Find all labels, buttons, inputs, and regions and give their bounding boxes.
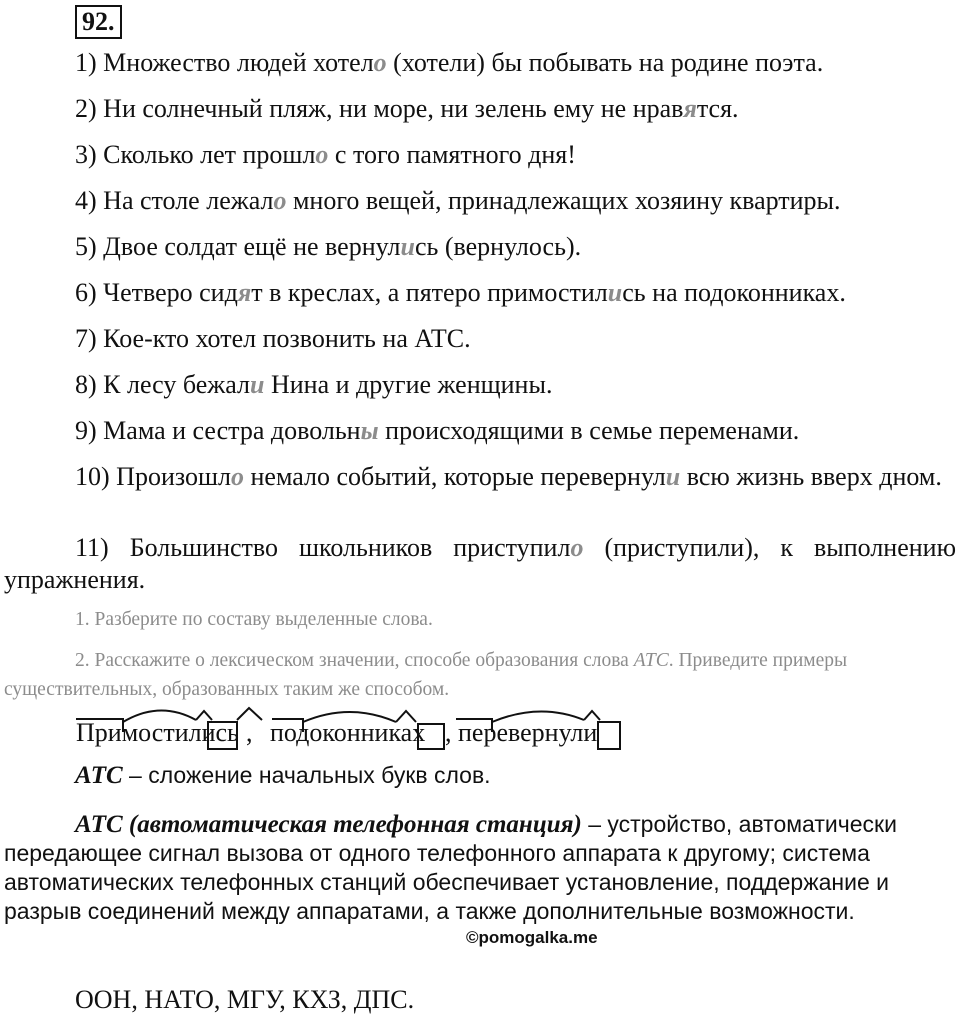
sentence-number: 6)	[75, 278, 97, 307]
highlighted-letter: о	[570, 533, 584, 562]
sentence-text: Произошл	[116, 462, 231, 491]
highlighted-letter: о	[373, 48, 387, 77]
task-2-text-a: 2. Расскажите о лексическом значении, способе образования слова	[75, 650, 634, 671]
sentence-number: 5)	[75, 232, 97, 261]
sentence-2	[75, 94, 739, 124]
sentence-text: происходящими в семье переменами.	[378, 416, 800, 445]
sentence-text: немало событий, которые перевернул	[243, 462, 666, 491]
highlighted-letter: о	[273, 186, 287, 215]
sentence-5	[75, 232, 581, 262]
sentence-text: тся.	[696, 94, 739, 123]
highlighted-letter: и	[250, 370, 265, 399]
sentence-number: 8)	[75, 370, 97, 399]
sentence-11	[4, 532, 956, 596]
sentence-text: сь (вернулось).	[414, 232, 582, 261]
sentence-text: сь на подоконниках.	[622, 278, 846, 307]
abbr-text: – сложение начальных букв слов.	[122, 762, 491, 788]
sentence-text: Ни солнечный пляж, ни море, ни зелень ему не нрав	[103, 94, 684, 123]
abbr-term: АТС	[75, 762, 123, 789]
sentence-text: Мама и сестра довольн	[103, 416, 361, 445]
task-2-text-b: . Приведите примеры существительных, образованных таким же способом.	[4, 650, 848, 700]
sentence-number: 7)	[75, 324, 97, 353]
sentence-text: много вещей, принадлежащих хозяину квартиры.	[286, 186, 841, 215]
exercise-number: 92.	[75, 5, 122, 39]
full-text: – устройство, автоматически передающее сигнал вызова от одного телефонного аппарата к другому; система автоматических телефонных станций обеспечивает установление, поддержание и разрыв соединений между аппаратами, а также дополнительные возможности.	[4, 811, 897, 924]
task-2-abbr: АТС	[633, 650, 669, 671]
sentence-number: 10)	[75, 462, 110, 491]
sentence-text: Нина и другие женщины.	[264, 370, 553, 399]
highlighted-letter: о	[315, 140, 329, 169]
morph-word-1: Примостились	[76, 718, 239, 747]
ending-box-3	[598, 722, 620, 749]
sentence-9	[75, 416, 799, 446]
sentence-text: (приступили), к выполнению упражнения.	[4, 533, 957, 594]
full-term: АТС (автоматическая телефонная станция)	[75, 811, 582, 838]
highlighted-letter: я	[683, 94, 697, 123]
sentence-number: 1)	[75, 48, 97, 77]
sentence-6	[75, 278, 846, 308]
sentence-text: Множество людей хотел	[103, 48, 374, 77]
abbreviation-examples: ООН, НАТО, МГУ, КХЗ, ДПС.	[75, 985, 415, 1014]
morph-word-3: перевернули	[458, 718, 598, 747]
sentence-number: 9)	[75, 416, 97, 445]
highlighted-letter: и	[607, 278, 623, 307]
sentence-number: 4)	[75, 186, 97, 215]
highlighted-letter: я	[237, 278, 252, 307]
sentence-text: Кое-кто хотел позвонить на АТС.	[103, 324, 471, 353]
sentence-number: 2)	[75, 94, 97, 123]
sentence-number: 3)	[75, 140, 97, 169]
sentence-8	[75, 370, 552, 400]
task-1: 1. Разберите по составу выделенные слова.	[75, 609, 433, 630]
sentence-7	[75, 324, 471, 354]
sentence-text: Сколько лет прошл	[103, 140, 316, 169]
sentence-4	[75, 186, 841, 216]
sentence-number: 11)	[75, 533, 109, 562]
sentence-text: с того памятного дня!	[328, 140, 576, 169]
sentence-text: На столе лежал	[103, 186, 274, 215]
sentence-text: Двое солдат ещё не вернул	[103, 232, 401, 261]
morph-sep-2: ,	[445, 718, 452, 747]
full-definition	[4, 810, 956, 926]
highlighted-letter: и	[665, 462, 681, 491]
abbr-definition	[4, 761, 956, 790]
sentence-text: Четверо сид	[103, 278, 238, 307]
highlighted-letter: ы	[360, 416, 379, 445]
sentence-text: Большинство школьников приступил	[129, 533, 571, 562]
morph-word-2: подоконниках	[270, 718, 426, 747]
sentence-1	[75, 48, 823, 78]
morph-sep-1: ,	[246, 718, 253, 747]
sentence-text: (хотели) бы побывать на родине поэта.	[386, 48, 824, 77]
highlighted-letter: и	[400, 232, 415, 261]
sentence-3	[75, 140, 576, 170]
task-2	[4, 646, 956, 704]
highlighted-letter: о	[230, 462, 244, 491]
sentence-text: К лесу бежал	[103, 370, 251, 399]
watermark: ©pomogalka.me	[466, 928, 598, 947]
sentence-10	[4, 461, 956, 493]
sentence-text: всю жизнь вверх дном.	[680, 462, 942, 491]
sentence-text: т в креслах, а пятеро примостил	[251, 278, 608, 307]
